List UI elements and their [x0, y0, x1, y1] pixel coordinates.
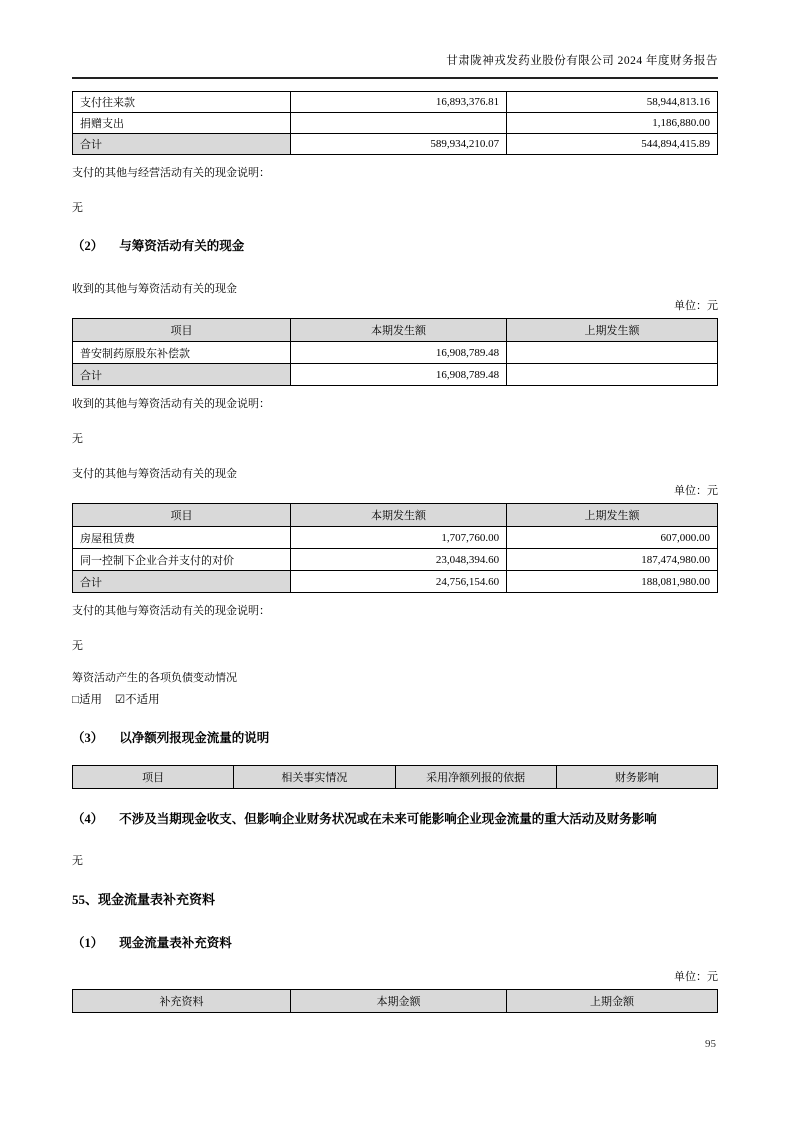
- received-financing-caption: 收到的其他与筹资活动有关的现金: [72, 283, 237, 295]
- table-header-row: [73, 766, 718, 789]
- row-current-amount: 16,908,789.48: [291, 342, 507, 364]
- table-header-row: [73, 990, 718, 1013]
- col-header-facts: 相关事实情况: [234, 766, 395, 789]
- operating-paid-note-label: 支付的其他与经营活动有关的现金说明：: [72, 167, 270, 179]
- table-row: [73, 549, 718, 571]
- section-heading-supplement-55-1: [72, 935, 718, 952]
- page-content: [72, 52, 718, 1013]
- col-header-item: 项目: [73, 319, 291, 342]
- document-header-title: 甘肃陇神戎发药业股份有限公司 2024 年度财务报告: [72, 52, 718, 79]
- unit-label: 单位：元: [674, 300, 718, 312]
- total-prior-amount: 544,894,415.89: [507, 134, 718, 155]
- col-header-current: 本期发生额: [291, 504, 507, 527]
- col-header-item: 项目: [73, 766, 234, 789]
- row-current-amount: 23,048,394.60: [291, 549, 507, 571]
- table-total-row: [73, 364, 718, 386]
- table-row: [73, 113, 718, 134]
- total-current-amount: 16,908,789.48: [291, 364, 507, 386]
- col-header-supplement: 补充资料: [73, 990, 291, 1013]
- net-reporting-table: [72, 765, 718, 789]
- row-prior-amount: [507, 342, 718, 364]
- unit-label: 单位：元: [674, 485, 718, 497]
- received-financing-note-label: 收到的其他与筹资活动有关的现金说明：: [72, 398, 270, 410]
- col-header-item: 项目: [73, 504, 291, 527]
- table-row: [73, 92, 718, 113]
- section-title: 与筹资活动有关的现金: [119, 239, 245, 253]
- row-prior-amount: 58,944,813.16: [507, 92, 718, 113]
- row-item-label: 普安制药原股东补偿款: [73, 342, 291, 364]
- liabilities-change-caption: 筹资活动产生的各项负债变动情况: [72, 672, 237, 684]
- total-current-amount: 24,756,154.60: [291, 571, 507, 593]
- col-header-prior: 上期发生额: [507, 319, 718, 342]
- row-item-label: 房屋租赁费: [73, 527, 291, 549]
- none-text: 无: [72, 640, 83, 652]
- section-heading-net-reporting: [72, 730, 718, 747]
- row-current-amount: 1,707,760.00: [291, 527, 507, 549]
- table-header-row: [73, 319, 718, 342]
- checkbox-applicable: □适用: [72, 694, 102, 706]
- operating-cash-table: [72, 91, 718, 155]
- table-row: [73, 342, 718, 364]
- none-text: 无: [72, 202, 83, 214]
- row-prior-amount: 187,474,980.00: [507, 549, 718, 571]
- section-heading-financing-cash: [72, 238, 718, 255]
- col-header-basis: 采用净额列报的依据: [395, 766, 556, 789]
- section-number: （2）: [72, 239, 104, 253]
- row-item-label: 同一控制下企业合并支付的对价: [73, 549, 291, 571]
- col-header-impact: 财务影响: [556, 766, 717, 789]
- supplement-table: [72, 989, 718, 1013]
- col-header-current: 本期发生额: [291, 319, 507, 342]
- applicability-line: [72, 692, 718, 708]
- col-header-prior: 上期发生额: [507, 504, 718, 527]
- unit-label: 单位：元: [674, 971, 718, 983]
- total-prior-amount: 188,081,980.00: [507, 571, 718, 593]
- row-prior-amount: 607,000.00: [507, 527, 718, 549]
- section-heading-supplement-55: 55、现金流量表补充资料: [72, 892, 216, 907]
- paid-financing-table: [72, 503, 718, 593]
- col-header-prior: 上期金额: [507, 990, 718, 1013]
- total-current-amount: 589,934,210.07: [291, 134, 507, 155]
- section-number: （1）: [72, 936, 104, 950]
- paid-financing-note-label: 支付的其他与筹资活动有关的现金说明：: [72, 605, 270, 617]
- none-text: 无: [72, 433, 83, 445]
- none-text: 无: [72, 855, 83, 867]
- table-header-row: [73, 504, 718, 527]
- total-label: 合计: [73, 364, 291, 386]
- total-label: 合计: [73, 134, 291, 155]
- page-number: 95: [705, 1038, 716, 1050]
- section-title: 现金流量表补充资料: [119, 936, 232, 950]
- row-item-label: 支付往来款: [73, 92, 291, 113]
- total-prior-amount: [507, 364, 718, 386]
- row-item-label: 捐赠支出: [73, 113, 291, 134]
- row-prior-amount: 1,186,880.00: [507, 113, 718, 134]
- section-title: 以净额列报现金流量的说明: [119, 731, 270, 745]
- col-header-current: 本期金额: [291, 990, 507, 1013]
- row-current-amount: [291, 113, 507, 134]
- table-total-row: [73, 134, 718, 155]
- section-number: （3）: [72, 731, 104, 745]
- section-number: （4）: [72, 812, 104, 826]
- checkbox-not-applicable: ☑不适用: [114, 694, 160, 706]
- table-total-row: [73, 571, 718, 593]
- section-title: 不涉及当期现金收支、但影响企业财务状况或在未来可能影响企业现金流量的重大活动及财务影响: [119, 812, 657, 826]
- received-financing-table: [72, 318, 718, 386]
- total-label: 合计: [73, 571, 291, 593]
- paid-financing-caption: 支付的其他与筹资活动有关的现金: [72, 468, 237, 480]
- row-current-amount: 16,893,376.81: [291, 92, 507, 113]
- table-row: [73, 527, 718, 549]
- section-heading-noncash-activities: [72, 811, 718, 828]
